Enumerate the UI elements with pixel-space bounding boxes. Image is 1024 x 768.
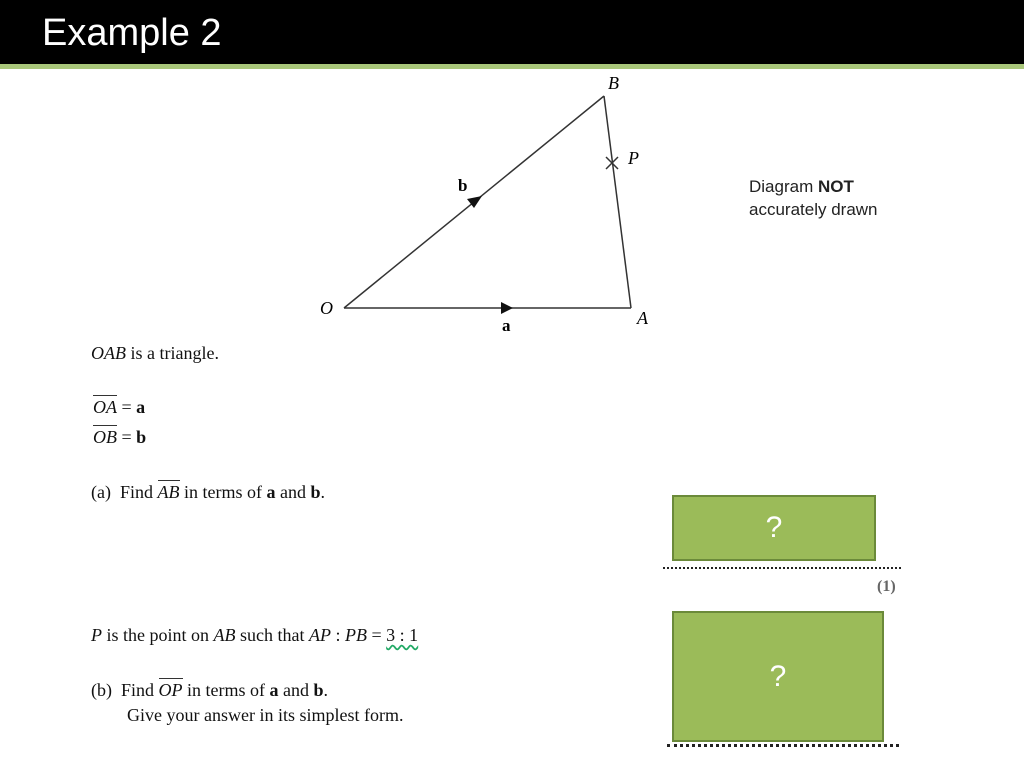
definition-ob: OB = b [93, 427, 147, 447]
definition-oa: OA = a [93, 397, 146, 417]
diagram-note [749, 175, 878, 221]
part-a-marks: (1) [877, 578, 896, 595]
vertex-a-label: A [637, 308, 648, 328]
point-p-definition: P is the point on AB such that AP : PB = 3 : 1 [91, 625, 419, 645]
note-line-2: accurately drawn [749, 200, 878, 219]
note-bold-text: NOT [817, 177, 854, 196]
edge-b-label: b [458, 176, 468, 195]
part-b-instruction: Give your answer in its simplest form. [127, 705, 404, 725]
note-text: Diagram [749, 177, 818, 196]
vertex-o-label: O [320, 298, 333, 318]
answer-line-b [667, 744, 899, 747]
answer-box-b[interactable]: ? [672, 611, 884, 742]
edge-a-label: a [502, 316, 511, 335]
answer-line-a [663, 567, 901, 569]
arrow-a-icon [501, 302, 513, 314]
part-b-question: (b) Find OP in terms of a and b. [91, 680, 329, 700]
point-p-label: P [628, 148, 639, 168]
triangle-statement: OAB is a triangle. [91, 343, 219, 363]
vertex-b-label: B [608, 73, 619, 93]
answer-box-a[interactable]: ? [672, 495, 876, 561]
slide-title: Example 2 [42, 12, 222, 54]
edge-ab [604, 96, 631, 308]
part-a-question: (a) Find AB in terms of a and b. [91, 482, 326, 502]
